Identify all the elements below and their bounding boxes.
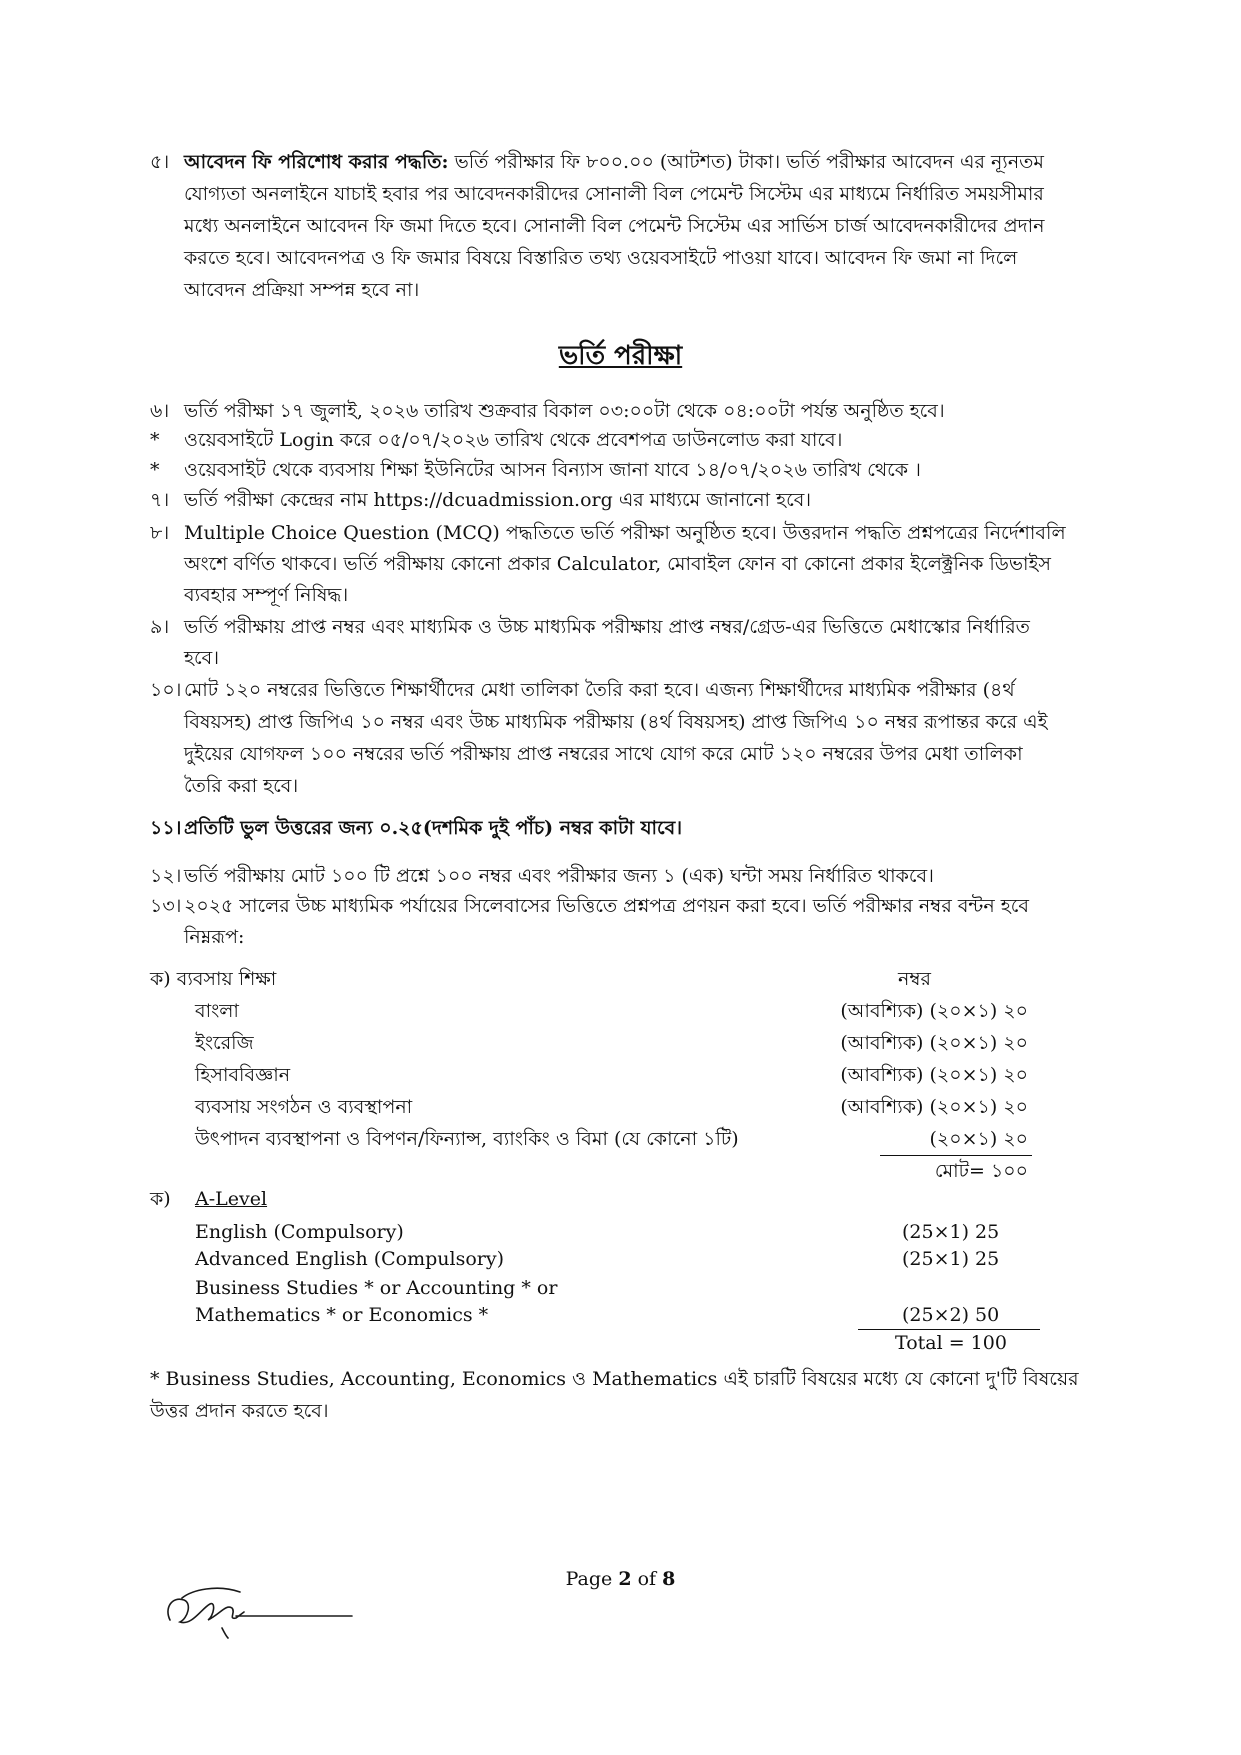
item-line: ভর্তি পরীক্ষায় প্রাপ্ত নম্বর এবং মাধ্যমিক ও উচ্চ মাধ্যমিক পরীক্ষায় প্রাপ্ত নম্বর/গ্রেড-এর ভিত্তিতে মেধাস্কোর নির্ধারিত <box>184 616 1030 638</box>
table-title: A-Level <box>195 1188 268 1210</box>
table-row-marks: (25×1) 25 <box>902 1221 1000 1243</box>
table-row-subject: বাংলা <box>195 1000 239 1022</box>
item-number: ৫। <box>150 151 170 173</box>
item-line: Multiple Choice Question (MCQ) পদ্ধতিতে ভর্তি পরীক্ষা অনুষ্ঠিত হবে। উত্তরদান পদ্ধতি প্রশ্নপত্রের নির্দেশাবলি <box>184 522 1066 544</box>
footer-of: of <box>631 1568 663 1590</box>
total-rule <box>880 1155 1032 1156</box>
item-line: নিম্নরূপ: <box>184 926 245 948</box>
table-label: ক) ব্যবসায় শিক্ষা <box>150 968 277 990</box>
table-label: ক) <box>150 1188 171 1210</box>
item-line: বিষয়সহ) প্রাপ্ত জিপিএ ১০ নম্বর এবং উচ্চ মাধ্যমিক পরীক্ষায় (৪র্থ বিষয়সহ) প্রাপ্ত জিপিএ ১০ নম্বর রূপান্তর করে এই <box>184 711 1048 733</box>
item-5-line: যোগ্যতা অনলাইনে যাচাই হবার পর আবেদনকারীদের সোনালী বিল পেমেন্ট সিস্টেম এর মাধ্যমে নির্ধারিত সময়সীমার <box>184 183 1044 205</box>
item-line: তৈরি করা হবে। <box>184 775 299 797</box>
table-row-subject: Mathematics * or Economics * <box>195 1304 489 1326</box>
page-number: 2 <box>618 1568 632 1590</box>
footer-prefix: Page <box>565 1568 619 1590</box>
item-line: দুইয়ের যোগফল ১০০ নম্বরের ভর্তি পরীক্ষায় প্রাপ্ত নম্বরের সাথে যোগ করে মোট ১২০ নম্বরের উপর মেধা তালিকা <box>184 743 1023 765</box>
item-bullet: * <box>150 459 160 481</box>
item-5-text: ভর্তি পরীক্ষার ফি ৮০০.০০ (আটশত) টাকা। ভর্তি পরীক্ষার আবেদন এর ন্যূনতম <box>454 151 1044 173</box>
table-row-subject: হিসাববিজ্ঞান <box>195 1064 291 1086</box>
table-row-marks: (আবশ্যিক) (২০×১) ২০ <box>840 1000 1028 1022</box>
table-row-subject: English (Compulsory) <box>195 1221 404 1243</box>
section-heading: ভর্তি পরীক্ষা <box>558 341 683 371</box>
item-number: ১২। <box>150 865 182 887</box>
item-5-line-1 <box>184 146 1124 178</box>
item-number: ১৩। <box>150 895 182 917</box>
table-row-subject: উৎপাদন ব্যবস্থাপনা ও বিপণন/ফিন্যান্স, ব্যাংকিং ও বিমা (যে কোনো ১টি) <box>195 1128 739 1150</box>
table-total: Total = 100 <box>895 1332 1007 1354</box>
table-row-marks: (25×1) 25 <box>902 1248 1000 1270</box>
item-number: ৭। <box>150 489 170 511</box>
item-line: ২০২৫ সালের উচ্চ মাধ্যমিক পর্যায়ের সিলেবাসের ভিত্তিতে প্রশ্নপত্র প্রণয়ন করা হবে। ভর্তি পরীক্ষার নম্বর বন্টন হবে <box>184 895 1029 917</box>
table-row-marks: (আবশ্যিক) (২০×১) ২০ <box>840 1096 1028 1118</box>
item-line: প্রতিটি ভুল উত্তরের জন্য ০.২৫(দশমিক দুই পাঁচ) নম্বর কাটা যাবে। <box>184 817 683 839</box>
table-row-marks: (25×2) 50 <box>902 1304 1000 1326</box>
item-5-line: মধ্যে অনলাইনে আবেদন ফি জমা দিতে হবে। সোনালী বিল পেমেন্ট সিস্টেম এর সার্ভিস চার্জ আবেদনকারীদের প্রদান <box>184 215 1045 237</box>
note-line: * Business Studies, Accounting, Economics ও Mathematics এই চারটি বিষয়ের মধ্যে যে কোনো দু'টি বিষয়ের <box>150 1368 1079 1390</box>
table-row-marks: (আবশ্যিক) (২০×১) ২০ <box>840 1064 1028 1086</box>
item-bullet: * <box>150 429 160 451</box>
item-line: ব্যবহার সম্পূর্ণ নিষিদ্ধ। <box>184 584 349 606</box>
item-line: মোট ১২০ নম্বরের ভিত্তিতে শিক্ষার্থীদের মেধা তালিকা তৈরি করা হবে। এজন্য শিক্ষার্থীদের মাধ্যমিক পরীক্ষার (৪র্থ <box>184 679 1015 701</box>
table-total: মোট= ১০০ <box>934 1160 1028 1182</box>
table-row-subject: ব্যবসায় সংগঠন ও ব্যবস্থাপনা <box>195 1096 413 1118</box>
page-total: 8 <box>662 1568 676 1590</box>
item-line: ওয়েবসাইট থেকে ব্যবসায় শিক্ষা ইউনিটের আসন বিন্যাস জানা যাবে ১৪/০৭/২০২৬ তারিখ থেকে । <box>184 459 921 481</box>
item-number: ৬। <box>150 400 170 422</box>
table-row-marks: (আবশ্যিক) (২০×১) ২০ <box>840 1032 1028 1054</box>
table-row-subject: ইংরেজি <box>195 1032 254 1054</box>
item-5-lead: আবেদন ফি পরিশোধ করার পদ্ধতি: <box>184 151 449 173</box>
table-row-marks: (২০×১) ২০ <box>929 1128 1028 1150</box>
item-line: ভর্তি পরীক্ষা কেন্দ্রের নাম https://dcuadmission.org এর মাধ্যমে জানানো হবে। <box>184 489 812 511</box>
item-line: ওয়েবসাইটে Login করে ০৫/০৭/২০২৬ তারিখ থেকে প্রবেশপত্র ডাউনলোড করা যাবে। <box>184 429 843 451</box>
column-header: নম্বর <box>898 968 931 990</box>
item-5-line: আবেদন প্রক্রিয়া সম্পন্ন হবে না। <box>184 279 420 301</box>
item-5 <box>0 146 1241 316</box>
item-line: হবে। <box>184 647 219 669</box>
item-line: ভর্তি পরীক্ষায় মোট ১০০ টি প্রশ্নে ১০০ নম্বর এবং পরীক্ষার জন্য ১ (এক) ঘন্টা সময় নির্ধারিত থাকবে। <box>184 865 934 887</box>
item-number: ৮। <box>150 522 170 544</box>
item-line: ভর্তি পরীক্ষা ১৭ জুলাই, ২০২৬ তারিখ শুক্রবার বিকাল ০৩:০০টা থেকে ০৪:০০টা পর্যন্ত অনুষ্ঠিত হবে। <box>184 400 945 422</box>
item-line: অংশে বর্ণিত থাকবে। ভর্তি পরীক্ষায় কোনো প্রকার Calculator, মোবাইল ফোন বা কোনো প্রকার ইলেক্ট্রনিক ডিভাইস <box>184 553 1051 575</box>
item-number: ১০। <box>150 679 182 701</box>
item-5-line: করতে হবে। আবেদনপত্র ও ফি জমার বিষয়ে বিস্তারিত তথ্য ওয়েবসাইটে পাওয়া যাবে। আবেদন ফি জমা না দিলে <box>184 247 1018 269</box>
table-row-subject: Business Studies * or Accounting * or <box>195 1277 558 1299</box>
item-number: ১১। <box>150 817 182 839</box>
signature-icon <box>162 1568 362 1648</box>
item-number: ৯। <box>150 616 170 638</box>
note-line: উত্তর প্রদান করতে হবে। <box>150 1400 329 1422</box>
table-row-subject: Advanced English (Compulsory) <box>195 1248 505 1270</box>
